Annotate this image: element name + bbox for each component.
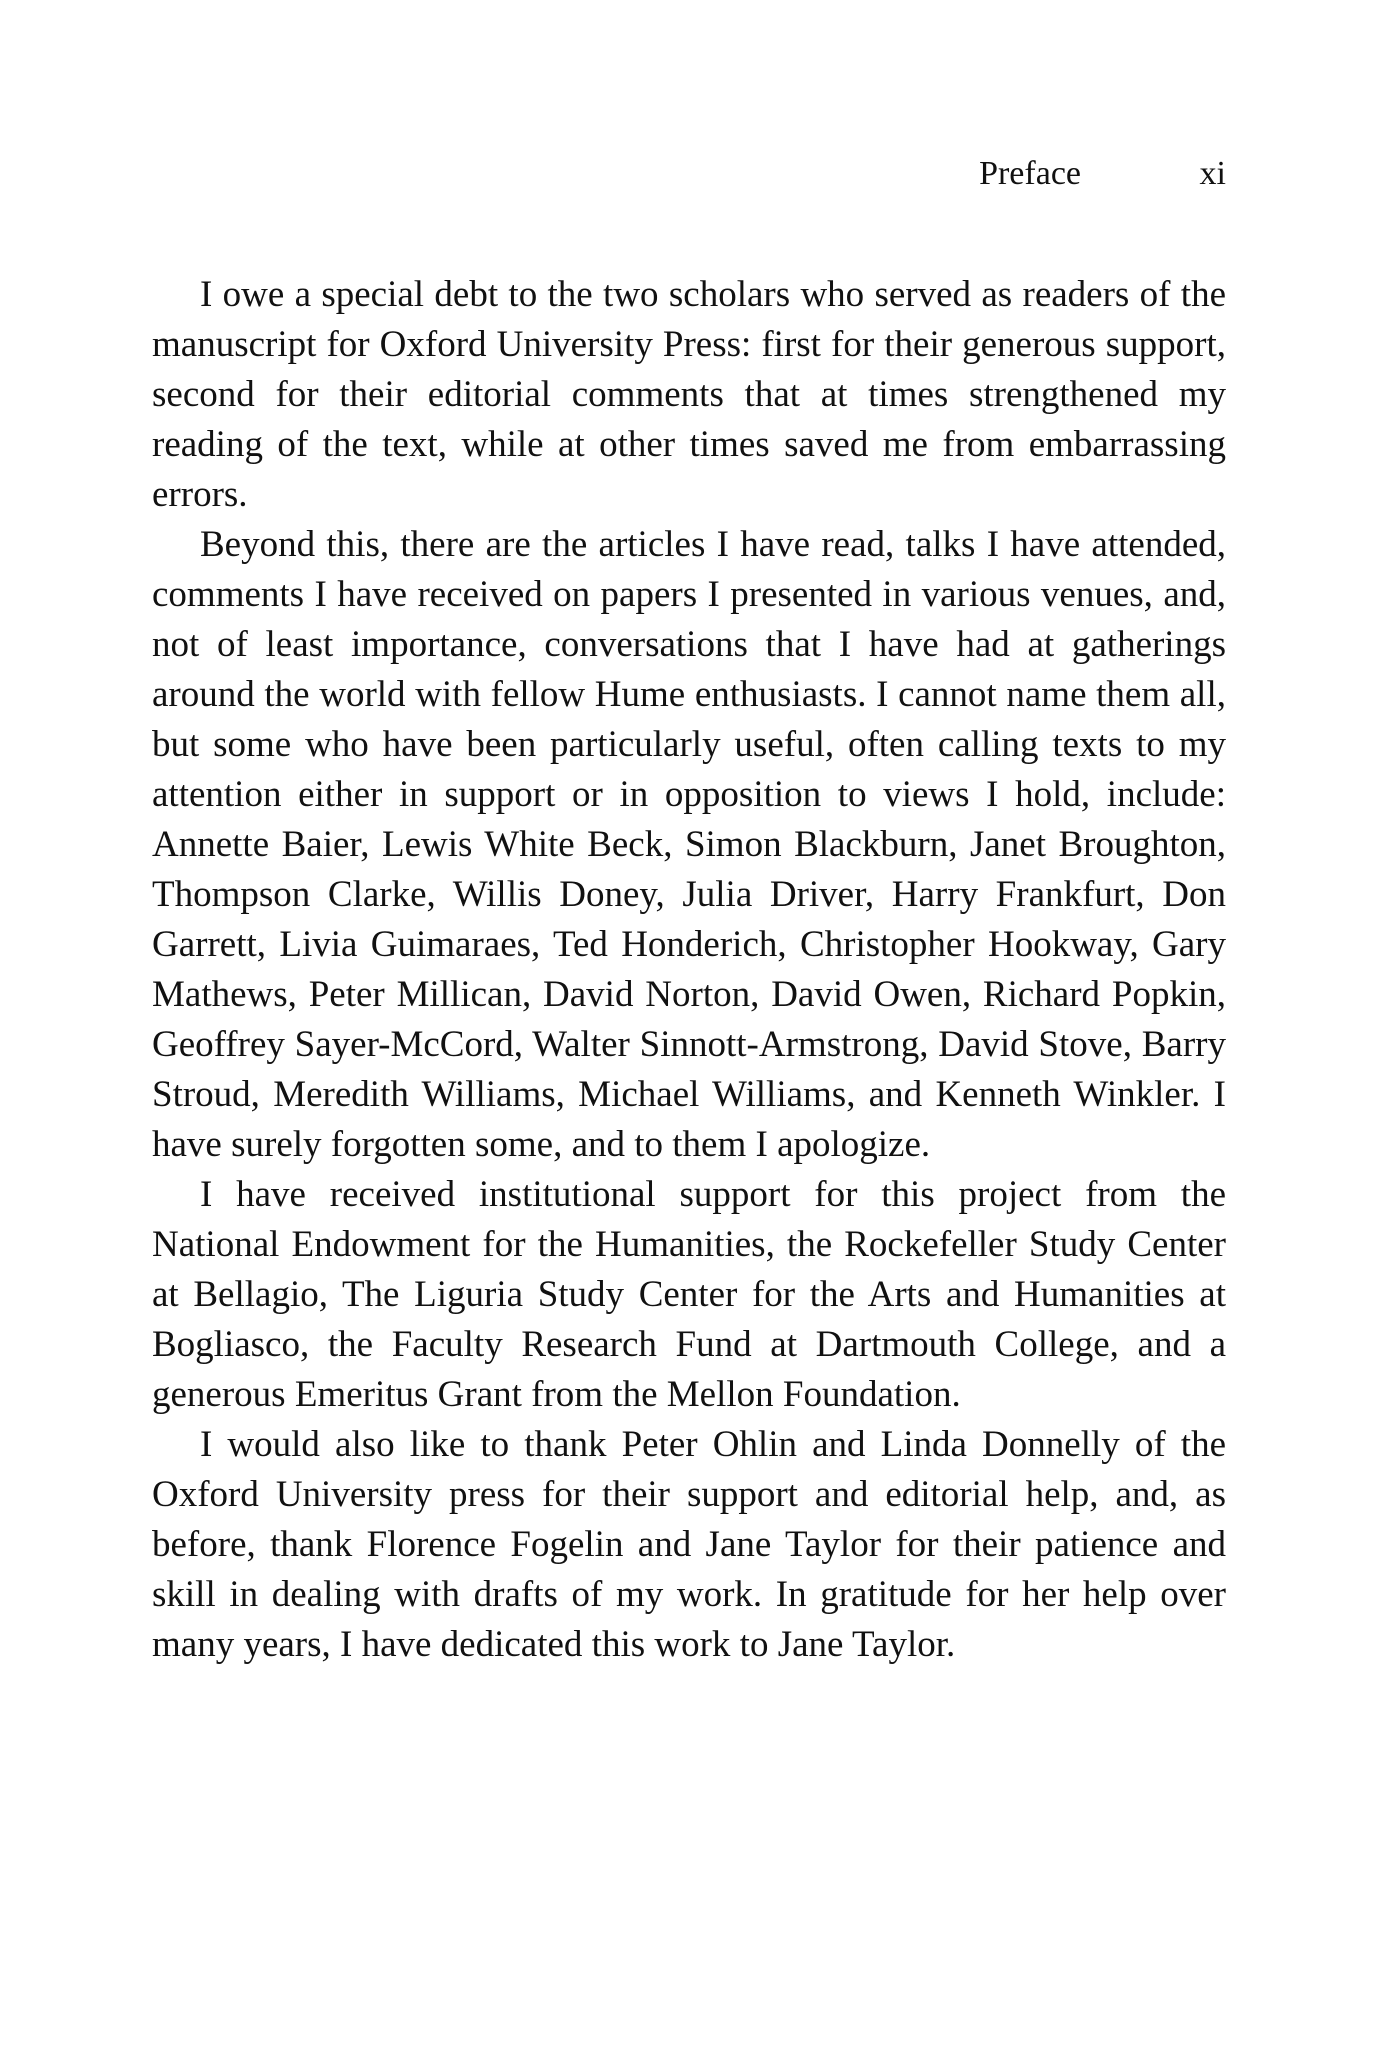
- running-title: Preface: [979, 155, 1081, 192]
- paragraph-editorial-thanks: I would also like to thank Peter Ohlin and Linda Donnelly of the Oxford University press for their support and editorial help, and, as before, thank Florence Fogelin and Jane Taylor for their patience and skill in dealing with drafts of my work. In gratitude for her help over many years, I have dedicated this work to Jane Taylor.: [152, 1424, 1226, 1665]
- paragraph-acknowledged-scholars: Beyond this, there are the articles I have read, talks I have attended, comments I have received on papers I presented in various venues, and, not of least importance, conversations that I have had at gatherings around the world with fellow Hume enthusiasts. I cannot name them all, but some who have been particularly useful, often calling texts to my attention either in support or in opposition to views I hold, include: Annette Baier, Lewis White Beck, Simon Blackburn, Janet Broughton, Thompson Clarke, Willis Doney, Julia Driver, Harry Frankfurt, Don Garrett, Livia Guimaraes, Ted Honderich, Christopher Hookway, Gary Mathews, Peter Millican, David Norton, David Owen, Richard Popkin, Geoffrey Sayer-McCord, Walter Sinnott-Armstrong, David Stove, Barry Stroud, Meredith Williams, Michael Williams, and Kenneth Winkler. I have surely forgotten some, and to them I apologize.: [152, 524, 1226, 1165]
- body-text: [152, 270, 1226, 1670]
- paragraph-readers-debt: I owe a special debt to the two scholars who served as readers of the manuscript for Oxford University Press: first for their generous support, second for their editorial comments that at times strengthened my reading of the text, while at other times saved me from embarrassing errors.: [152, 274, 1226, 515]
- paragraph-institutional-support: I have received institutional support for this project from the National Endowment for the Humanities, the Rockefeller Study Center at Bellagio, The Liguria Study Center for the Arts and Humanities at Bogliasco, the Faculty Research Fund at Dartmouth College, and a generous Emeritus Grant from the Mellon Foundation.: [152, 1174, 1226, 1415]
- running-head: [152, 152, 1226, 196]
- page-number: xi: [1199, 155, 1226, 192]
